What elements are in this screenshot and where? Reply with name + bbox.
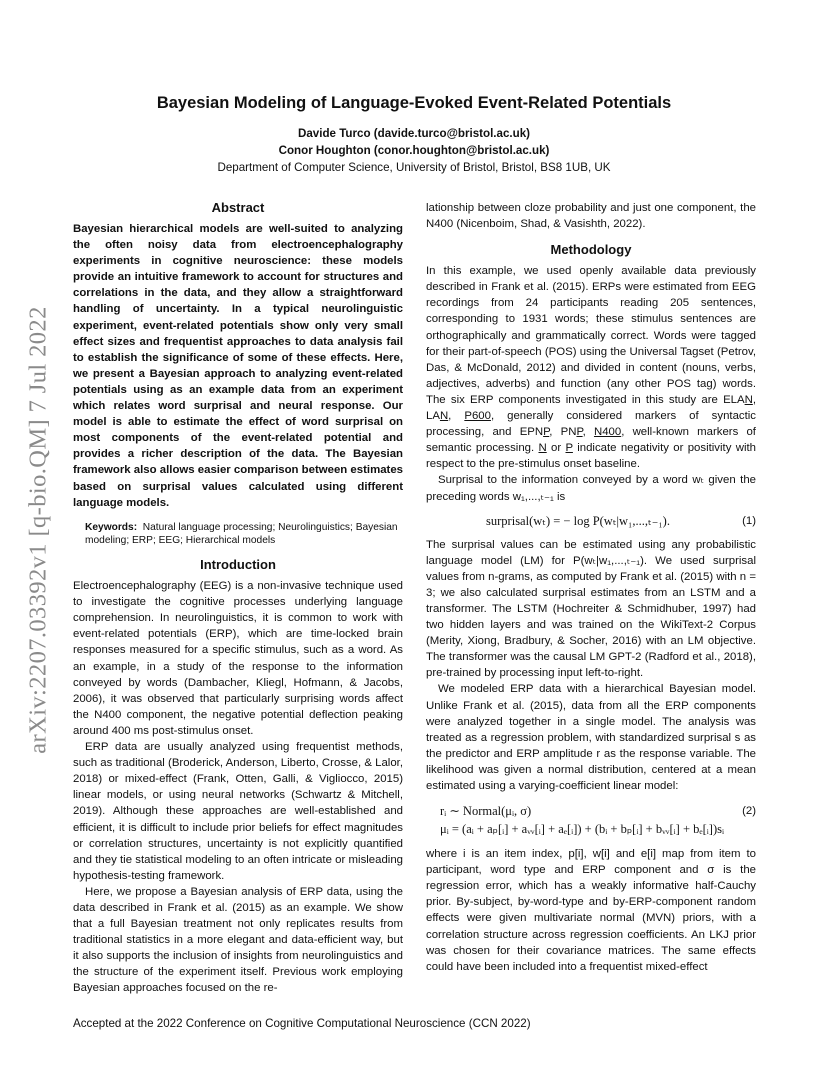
equation-1: [426, 513, 756, 529]
component-p600: P600: [464, 410, 491, 423]
keywords: [85, 521, 403, 547]
method-paragraph-4: We modeled ERP data with a hierarchical Bayesian model. Unlike Frank et al. (2015), data from all the ERP components were analyzed together in a single model. The analysis was treated as a regression problem, with standardized surprisal s as the predictor and ERP amplitude r as the response variable. The likelihood was given a normal distribution, centered at a mean estimated using a varying-coefficient linear model:: [426, 683, 756, 792]
methodology-heading: Methodology: [550, 242, 632, 258]
n-letter: N: [538, 442, 547, 455]
intro-paragraph-1: Electroencephalography (EEG) is a non-invasive technique used to investigate the cognitive processes underlying language comprehension. In neurolinguistics, it is common to work with event-related potentials (ERP), which are time-locked brain responses measured for a specific stimulus, such as a word. As an example, in a study of the response to the information conveyed by words (Dambacher, Kliegl, Hofmann, & Jacobs, 2006), it was observed that particularly surprising words affect the N400 component, the negative potential deflection peaking around 400 ms post-stimulus onset.: [73, 580, 403, 737]
method-p1c-text: , well-known markers of semantic processing.: [426, 426, 756, 455]
equation-2: [440, 802, 756, 838]
c-epn: EPN: [519, 426, 544, 439]
arxiv-id: arXiv:2207.03392v1 [q-bio.QM] 7 Jul 2022: [25, 306, 53, 754]
c-epn-p: P: [543, 426, 550, 439]
method-paragraph-3: The surprisal values can be estimated using any probabilistic language model (LM) for P(wₜ|w₁,...,ₜ₋₁). We used surprisal values from n-grams, as computed by Frank et al. (2015) with n = 3; we also calculated surprisal estimates from an LSTM and a transformer. The LSTM (Hochreiter & Schmidhuber, 1997) had two hidden layers and was trained on the WikiText-2 Corpus (Merity, Xiong, Bradbury, & Socher, 2016) with an LM objective. The transformer was the causal LM GPT-2 (Radford et al., 2018), pre-trained by processing input left-to-right.: [426, 538, 756, 680]
equation-2-line-1: rᵢ ∼ Normal(μᵢ, σ): [440, 804, 532, 819]
component-n400: N400: [593, 426, 622, 439]
c-pn: PN: [560, 426, 577, 439]
method-p1b-text: , generally considered markers of syntactic processing, and: [426, 410, 756, 439]
equation-1-body: surprisal(wₜ) = − log P(wₜ|w₁,...,ₜ₋₁).: [486, 513, 670, 528]
keywords-label: Keywords:: [85, 521, 138, 533]
component-epnp: [520, 426, 550, 438]
component-lan: [426, 410, 448, 422]
method-paragraph-5: where i is an item index, p[i], w[i] and e[i] map from item to participant, word type and ERP component and σ is the regression error, which has a weakly informative half-Cauchy prior. By-subject, by-word-type and by-ERP-component random effects were given multivariate normal (MVN) priors, with a correlation structure across regression coefficients. An LKJ prior was chosen for their covariance matrices. The same effects could have been included into a frequentist mixed-effect: [426, 848, 756, 973]
paper-title: Bayesian Modeling of Language-Evoked Event-Related Potentials: [156, 94, 672, 112]
intro-paragraph-3: Here, we propose a Bayesian analysis of ERP data, using the data described in Frank et al. (2015) as an example. We show that a full Bayesian treatment not only replicates results from traditional statistics in a more elegant and data-efficient way, but it also supports the inclusion of insights from neurolinguistics and the structure of the experiment itself. Previous work employing Bayesian approaches focused on the re-: [73, 885, 403, 995]
keywords-text: Natural language processing; Neurolinguistics; Bayesian modeling; ERP; EEG; Hierarchical models: [85, 521, 398, 546]
right-column: [426, 200, 756, 975]
p-letter: P: [565, 442, 573, 455]
component-elan: [723, 394, 753, 406]
author-2: Conor Houghton (conor.houghton@bristol.ac.uk): [278, 144, 550, 157]
method-paragraph-2: Surprisal to the information conveyed by a word wₜ given the preceding words w₁,...,ₜ₋₁ is: [426, 474, 756, 503]
component-pnp: [561, 426, 583, 438]
method-p1d-text: indicate negativity or positivity with respect to the pre-stimulus onset baseline.: [426, 442, 756, 471]
introduction-heading: Introduction: [200, 557, 276, 573]
arxiv-stamp: [22, 282, 56, 778]
method-paragraph-1: In this example, we used openly available data previously described in Frank et al. (2015). ERPs were estimated from EEG recordings from 24 participants reading 205 sentences, corresponding to 1931 words; these stimulus sentences are orthographically and grammatically correct. Words were tagged for their part-of-speech (POS) using the Universal Tagset (Petrov, Das, & McDonald, 2012) and divided in content (nouns, verbs, adjectives, adverbs) and function (any other POS tag) words. The six ERP components investigated in this study are ELAN, LAN, P600, generally considered markers of syntactic processing, and EPNP, PNP, N400, well-known markers of semantic processing. N or P indicate negativity or positivity with respect to the pre-stimulus onset baseline.: [426, 265, 756, 471]
c-ela-n: N: [744, 393, 753, 406]
abstract-heading: Abstract: [211, 200, 265, 215]
method-p1-text: In this example, we used openly available data previously described in Frank et al. (2015). ERPs were estimated from EEG recordings from 24 participants reading 205 sentences, corresponding to 1931 words; these stimulus sentences are orthographically and grammatically correct. Words were tagged for their part-of-speech (POS) using the Universal Tagset (Petrov, Das, & McDonald, 2012) and divided in content (nouns, verbs, adjectives, adverbs) and function (any other POS tag) words. The six ERP components investigated in this study are: [426, 265, 756, 406]
c-ela: ELA: [723, 393, 745, 406]
author-1: Davide Turco (davide.turco@bristol.ac.uk): [297, 127, 531, 140]
footer-note: Accepted at the 2022 Conference on Cognitive Computational Neuroscience (CCN 2022): [73, 1017, 531, 1030]
c-la-n: N: [439, 410, 449, 423]
intro-paragraph-3-continued: lationship between cloze probability and just one component, the N400 (Nicenboim, Shad, & Vasishth, 2022).: [426, 202, 756, 231]
equation-2-number: (2): [742, 805, 756, 818]
c-pn-p: P: [576, 426, 583, 439]
equation-2-line-2: μᵢ = (aᵢ + aₚ[ᵢ] + aᵥᵥ[ᵢ] + aₑ[ᵢ]) + (bᵢ + bₚ[ᵢ] + bᵥᵥ[ᵢ] + bₑ[ᵢ])sᵢ: [440, 822, 725, 837]
equation-1-number: (1): [742, 514, 756, 527]
left-column: [73, 200, 403, 997]
c-la: LA: [426, 410, 440, 423]
affiliation: Department of Computer Science, University of Bristol, Bristol, BS8 1UB, UK: [217, 161, 611, 174]
intro-paragraph-2: ERP data are usually analyzed using frequentist methods, such as traditional (Broderick, Anderson, Liberto, Crosse, & Lalor, 2018) or mixed-effect (Frank, Otten, Galli, & Vigliocco, 2015) linear models, or using neural networks (Schwartz & Mitchell, 2019). Although these approaches are well-established and efficient, it is difficult to include prior beliefs for effect magnitudes or correlation structures, uncertainty is not explicitly quantified and they tie statistical modeling to an often intricate or misleading hypothesis-testing framework.: [73, 741, 403, 882]
abstract-text: Bayesian hierarchical models are well-suited to analyzing the often noisy data from electroencephalography experiments in cognitive neuroscience: these models provide an intuitive framework to account for structures and correlations in the data, and they allow a straightforward handling of uncertainty. In a typical neurolinguistic experiment, event-related potentials show only very small effect sizes and frequentist approaches to data analysis fail to establish the significance of some of these effects. Here, we present a Bayesian approach to analyzing event-related potentials using as an example data from an experiment which relates word surprisal and neural response. Our model is able to estimate the effect of word surprisal on most components of the event-related potential and provides a richer description of the data. The Bayesian framework also allows easier comparison between estimates based on surprisal values calculated using different language models.: [73, 223, 403, 509]
